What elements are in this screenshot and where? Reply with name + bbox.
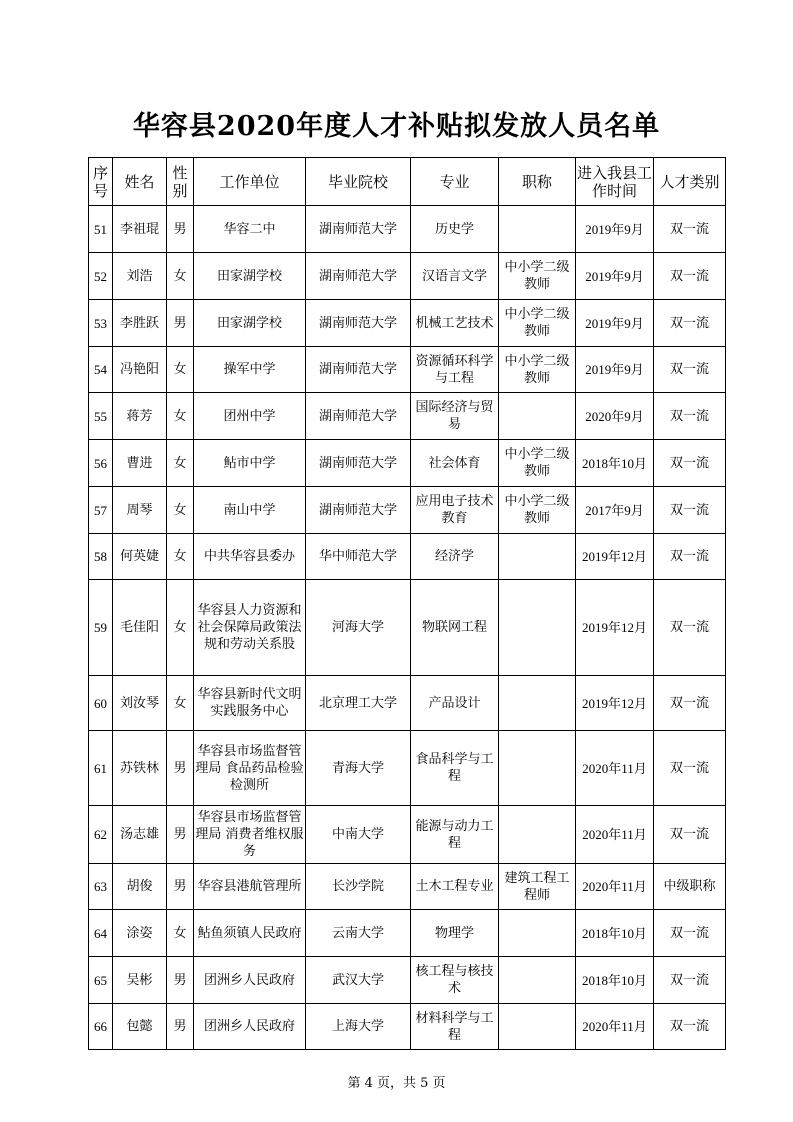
cell-name: 胡俊: [113, 864, 167, 910]
cell-gender: 女: [167, 580, 194, 676]
cell-gender: 男: [167, 806, 194, 864]
cell-title: [499, 393, 576, 440]
cell-name: 汤志雄: [113, 806, 167, 864]
cell-name: 曹进: [113, 440, 167, 487]
cell-school: 湖南师范大学: [306, 253, 411, 300]
document-title: 华容县2020年度人才补贴拟发放人员名单: [132, 111, 661, 142]
cell-entry: 2019年9月: [576, 253, 654, 300]
cell-category: 双一流: [654, 393, 726, 440]
cell-entry: 2020年11月: [576, 806, 654, 864]
cell-title: [499, 1004, 576, 1050]
cell-name: 何英婕: [113, 534, 167, 580]
table-row: [89, 300, 726, 347]
col-header-title: 职称: [499, 158, 576, 206]
cell-gender: 女: [167, 393, 194, 440]
cell-no: 59: [89, 580, 113, 676]
cell-category: 双一流: [654, 206, 726, 253]
cell-major: 资源循环科学与工程: [411, 347, 499, 393]
cell-school: 长沙学院: [306, 864, 411, 910]
cell-major: 材料科学与工程: [411, 1004, 499, 1050]
col-header-name: 姓名: [113, 158, 167, 206]
cell-no: 66: [89, 1004, 113, 1050]
cell-unit: 团洲乡人民政府: [194, 957, 306, 1004]
cell-unit: 鲇鱼须镇人民政府: [194, 910, 306, 957]
col-header-no: 序号: [89, 158, 113, 206]
cell-no: 61: [89, 731, 113, 806]
cell-school: 华中师范大学: [306, 534, 411, 580]
cell-category: 双一流: [654, 487, 726, 534]
table-row: [89, 676, 726, 731]
cell-category: 双一流: [654, 731, 726, 806]
cell-title: [499, 910, 576, 957]
cell-no: 60: [89, 676, 113, 731]
cell-entry: 2018年10月: [576, 957, 654, 1004]
table-row: [89, 206, 726, 253]
cell-school: 湖南师范大学: [306, 487, 411, 534]
cell-title: [499, 676, 576, 731]
cell-no: 55: [89, 393, 113, 440]
cell-school: 北京理工大学: [306, 676, 411, 731]
cell-name: 包懿: [113, 1004, 167, 1050]
cell-title: [499, 731, 576, 806]
cell-major: 产品设计: [411, 676, 499, 731]
cell-entry: 2020年11月: [576, 1004, 654, 1050]
cell-category: 中级职称: [654, 864, 726, 910]
cell-school: 湖南师范大学: [306, 393, 411, 440]
table-row: [89, 864, 726, 910]
cell-school: 湖南师范大学: [306, 347, 411, 393]
cell-name: 冯艳阳: [113, 347, 167, 393]
cell-gender: 男: [167, 300, 194, 347]
col-header-entry: 进入我县工作时间: [576, 158, 654, 206]
cell-unit: 团洲乡人民政府: [194, 1004, 306, 1050]
cell-entry: 2019年9月: [576, 300, 654, 347]
cell-entry: 2019年12月: [576, 534, 654, 580]
cell-title: 中小学二级教师: [499, 253, 576, 300]
cell-major: 国际经济与贸易: [411, 393, 499, 440]
cell-major: 能源与动力工程: [411, 806, 499, 864]
cell-entry: 2020年11月: [576, 864, 654, 910]
cell-category: 双一流: [654, 300, 726, 347]
cell-major: 核工程与核技术: [411, 957, 499, 1004]
cell-major: 机械工艺技术: [411, 300, 499, 347]
cell-category: 双一流: [654, 910, 726, 957]
cell-entry: 2018年10月: [576, 910, 654, 957]
table-row: [89, 440, 726, 487]
cell-gender: 女: [167, 676, 194, 731]
cell-unit: 操军中学: [194, 347, 306, 393]
cell-no: 57: [89, 487, 113, 534]
cell-school: 武汉大学: [306, 957, 411, 1004]
cell-gender: 男: [167, 206, 194, 253]
cell-unit: 团州中学: [194, 393, 306, 440]
cell-title: 中小学二级教师: [499, 347, 576, 393]
cell-category: 双一流: [654, 1004, 726, 1050]
col-header-gender: 性别: [167, 158, 194, 206]
cell-category: 双一流: [654, 957, 726, 1004]
header-row: [89, 158, 726, 206]
cell-no: 65: [89, 957, 113, 1004]
cell-title: [499, 206, 576, 253]
col-header-category: 人才类别: [654, 158, 726, 206]
cell-category: 双一流: [654, 440, 726, 487]
cell-gender: 男: [167, 957, 194, 1004]
cell-name: 李祖琨: [113, 206, 167, 253]
cell-title: [499, 580, 576, 676]
cell-unit: 华容二中: [194, 206, 306, 253]
cell-unit: 华容县人力资源和社会保障局政策法规和劳动关系股: [194, 580, 306, 676]
cell-title: [499, 534, 576, 580]
cell-unit: 华容县新时代文明实践服务中心: [194, 676, 306, 731]
table-row: [89, 393, 726, 440]
cell-title: 中小学二级教师: [499, 440, 576, 487]
cell-school: 湖南师范大学: [306, 206, 411, 253]
cell-name: 刘浩: [113, 253, 167, 300]
cell-major: 社会体育: [411, 440, 499, 487]
cell-name: 周琴: [113, 487, 167, 534]
cell-entry: 2017年9月: [576, 487, 654, 534]
cell-gender: 女: [167, 910, 194, 957]
cell-gender: 男: [167, 731, 194, 806]
cell-category: 双一流: [654, 806, 726, 864]
cell-name: 李胜跃: [113, 300, 167, 347]
cell-category: 双一流: [654, 253, 726, 300]
table-row: [89, 731, 726, 806]
cell-name: 蒋芳: [113, 393, 167, 440]
cell-title: 建筑工程工程师: [499, 864, 576, 910]
cell-no: 54: [89, 347, 113, 393]
cell-unit: 鲇市中学: [194, 440, 306, 487]
col-header-school: 毕业院校: [306, 158, 411, 206]
cell-no: 53: [89, 300, 113, 347]
cell-unit: 田家湖学校: [194, 300, 306, 347]
cell-school: 湖南师范大学: [306, 300, 411, 347]
cell-gender: 女: [167, 253, 194, 300]
table-row: [89, 580, 726, 676]
table-row: [89, 806, 726, 864]
cell-no: 51: [89, 206, 113, 253]
table-row: [89, 910, 726, 957]
table-row: [89, 347, 726, 393]
cell-name: 苏铁林: [113, 731, 167, 806]
cell-entry: 2019年9月: [576, 347, 654, 393]
talent-roster-table: [88, 157, 726, 1050]
table-row: [89, 957, 726, 1004]
table-row: [89, 487, 726, 534]
cell-entry: 2019年12月: [576, 676, 654, 731]
cell-name: 吴彬: [113, 957, 167, 1004]
cell-school: 中南大学: [306, 806, 411, 864]
cell-major: 食品科学与工程: [411, 731, 499, 806]
cell-school: 上海大学: [306, 1004, 411, 1050]
table-row: [89, 1004, 726, 1050]
cell-category: 双一流: [654, 534, 726, 580]
cell-no: 63: [89, 864, 113, 910]
cell-no: 52: [89, 253, 113, 300]
cell-no: 64: [89, 910, 113, 957]
cell-title: [499, 806, 576, 864]
cell-major: 历史学: [411, 206, 499, 253]
cell-entry: 2018年10月: [576, 440, 654, 487]
cell-entry: 2020年11月: [576, 731, 654, 806]
cell-gender: 女: [167, 487, 194, 534]
cell-major: 物理学: [411, 910, 499, 957]
cell-major: 经济学: [411, 534, 499, 580]
cell-unit: 华容县港航管理所: [194, 864, 306, 910]
cell-gender: 女: [167, 534, 194, 580]
cell-unit: 华容县市场监督管理局 消费者维权服务: [194, 806, 306, 864]
cell-category: 双一流: [654, 676, 726, 731]
cell-entry: 2020年9月: [576, 393, 654, 440]
cell-gender: 男: [167, 1004, 194, 1050]
cell-title: [499, 957, 576, 1004]
cell-entry: 2019年12月: [576, 580, 654, 676]
cell-no: 56: [89, 440, 113, 487]
cell-unit: 田家湖学校: [194, 253, 306, 300]
cell-unit: 中共华容县委办: [194, 534, 306, 580]
cell-unit: 华容县市场监督管理局 食品药品检验检测所: [194, 731, 306, 806]
cell-category: 双一流: [654, 580, 726, 676]
cell-gender: 女: [167, 440, 194, 487]
cell-school: 湖南师范大学: [306, 440, 411, 487]
cell-major: 应用电子技术教育: [411, 487, 499, 534]
cell-no: 62: [89, 806, 113, 864]
cell-name: 刘汝琴: [113, 676, 167, 731]
col-header-unit: 工作单位: [194, 158, 306, 206]
cell-school: 云南大学: [306, 910, 411, 957]
cell-category: 双一流: [654, 347, 726, 393]
table-row: [89, 534, 726, 580]
page-footer: 第 4 页，共 5 页: [347, 1076, 446, 1091]
cell-school: 青海大学: [306, 731, 411, 806]
cell-name: 毛佳阳: [113, 580, 167, 676]
cell-major: 物联网工程: [411, 580, 499, 676]
cell-major: 土木工程专业: [411, 864, 499, 910]
cell-gender: 女: [167, 347, 194, 393]
col-header-major: 专业: [411, 158, 499, 206]
cell-major: 汉语言文学: [411, 253, 499, 300]
cell-title: 中小学二级教师: [499, 300, 576, 347]
cell-school: 河海大学: [306, 580, 411, 676]
cell-entry: 2019年9月: [576, 206, 654, 253]
cell-name: 涂姿: [113, 910, 167, 957]
cell-no: 58: [89, 534, 113, 580]
cell-unit: 南山中学: [194, 487, 306, 534]
cell-title: 中小学二级教师: [499, 487, 576, 534]
cell-gender: 男: [167, 864, 194, 910]
table-row: [89, 253, 726, 300]
